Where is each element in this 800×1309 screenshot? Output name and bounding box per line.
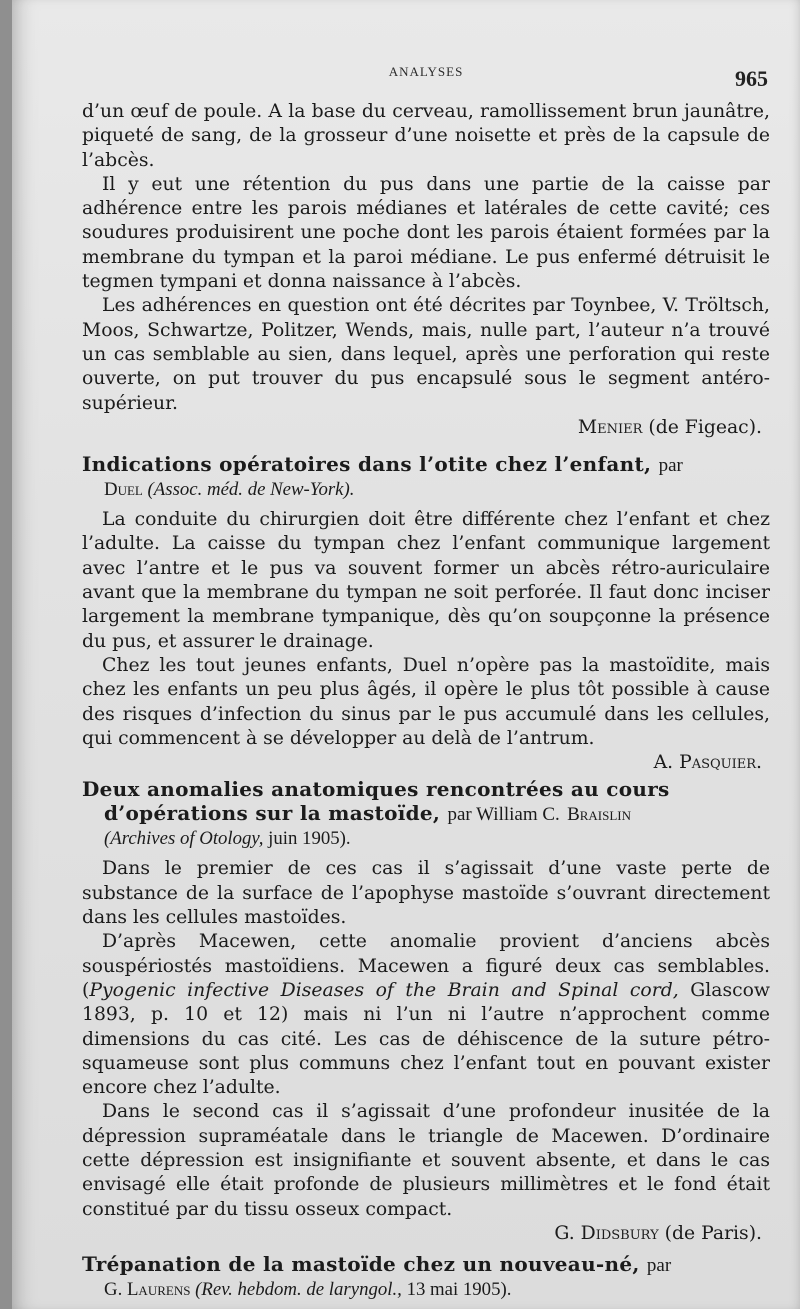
article3-paragraph-2 (82, 930, 770, 1100)
signature-name: G. Didsbury (554, 1222, 659, 1244)
article4-title (82, 1252, 770, 1278)
article2-title (82, 452, 770, 478)
article3-title (82, 777, 770, 827)
article3-title-tail: par William C. (447, 804, 560, 826)
article4-title-tail: par (646, 1255, 672, 1277)
page-header (82, 54, 770, 100)
article3-title-line2: d’opérations sur la mastoïde, (104, 801, 441, 826)
article2-signature: A. Pasquier. (653, 752, 762, 774)
article1-signature (82, 416, 770, 440)
article2-paragraph-2: Chez les tout jeunes enfants, Duel n’opère pas la mastoïdite, mais chez les enfants un peu plus âgés, il opère le plus tôt possible à cause des risques d’infection du sinus par le pus accumulé dans les cellules, qui commencent à se développer au delà de l’antrum. (82, 654, 770, 749)
article4-author: G. Laurens (104, 1279, 191, 1301)
page-content (82, 54, 770, 1302)
article3-paragraph-2-end: Glascow 1893, p. 10 et 12) mais ni l’un ni l’autre n’approchent comme dimensions du cas cité. Les cas de déhiscence de la suture pétro-squameuse sont plus communs chez l’enfant tout en pouvant exister encore chez l’adulte. (82, 979, 771, 1099)
article2-title-text: Indications opératoires dans l’otite chez l’enfant, (82, 452, 652, 477)
article3-author: Braislin (567, 804, 632, 826)
book-page (12, 0, 800, 1309)
article3-paragraph-2-italic: Pyogenic infective Diseases of the Brain and Spinal cord, (89, 979, 679, 1001)
article2-citation (104, 478, 770, 502)
article3-citation (104, 827, 770, 851)
article3-date: juin 1905). (268, 828, 351, 850)
article4-title-text: Trépanation de la mastoïde chez un nouveau-né, (82, 1252, 640, 1277)
article1-paragraph-2: Il y eut une rétention du pus dans une partie de la caisse par adhérence entre les parois médianes et latérales de cette cavité; ces soudures produisirent une poche dont les parois étaient formées par la membrane du tympan et la paroi médiane. Le pus enfermé détruisit le tegmen tympani et donna naissance à l’abcès. (82, 173, 770, 293)
article3-paragraph-3: Dans le second cas il s’agissait d’une profondeur inusitée de la dépression supraméatale dans le triangle de Macewen. D’ordinaire cette dépression est insignifiante et souvent absente, et dans le cas envisagé elle était profonde de plusieurs millimètres et le fond était constitué par du tissu osseux compact. (82, 1101, 770, 1220)
article3-paragraph-2-start: D’après Macewen, cette anomalie provient d’anciens abcès souspériostés mastoïdiens. Macewen a figuré deux cas semblables. ( (82, 931, 770, 1001)
running-head: ANALYSES (388, 64, 464, 79)
article4-citation (104, 1278, 770, 1302)
article3-paragraph-1: Dans le premier de ces cas il s’agissait d’une vaste perte de substance de la surface de l’apophyse mastoïde s’ouvrant directement dans les cellules mastoïdes. (82, 858, 770, 929)
article1-paragraph-3: Les adhérences en question ont été décrites par Toynbee, V. Tröltsch, Moos, Schwartze, Politzer, Wends, mais, nulle part, l’auteur n’a trouvé un cas semblable au sien, dans lequel, après une perforation qui reste ouverte, on put trouver du pus encapsulé sous le segment antéro-supérieur. (82, 295, 770, 414)
signature-place: (de Figeac). (648, 416, 762, 438)
article4-source: (Rev. hebdom. de laryngol., (195, 1279, 402, 1301)
article3-source: (Archives of Otology, (104, 828, 264, 850)
article3-title-line1: Deux anomalies anatomiques rencontrées au cours (82, 777, 670, 802)
article2-author: Duel (104, 479, 143, 501)
page-number: 965 (735, 66, 768, 91)
article3-signature (82, 1222, 770, 1246)
article4-date: 13 mai 1905). (406, 1279, 512, 1301)
signature-place: (de Paris). (664, 1222, 762, 1244)
article2-title-tail: par (658, 455, 683, 477)
article2-source: (Assoc. méd. de New-York). (147, 479, 355, 501)
article2-paragraph-1: La conduite du chirurgien doit être différente chez l’enfant et chez l’adulte. La caisse du tympan chez l’enfant communique largement avec l’antre et le pus va souvent former un abcès rétro-auriculaire avant que la membrane du tympan ne soit perforée. Il faut donc inciser largement la membrane tympanique, dès qu’on soupçonne la présence du pus, et assurer le drainage. (82, 509, 770, 652)
article1-paragraph-1: d’un œuf de poule. A la base du cerveau, ramollissement brun jaunâtre, piqueté de sang, de la grosseur d’une noisette et près de la capsule de l’abcès. (82, 101, 770, 171)
signature-name: Menier (577, 416, 643, 438)
